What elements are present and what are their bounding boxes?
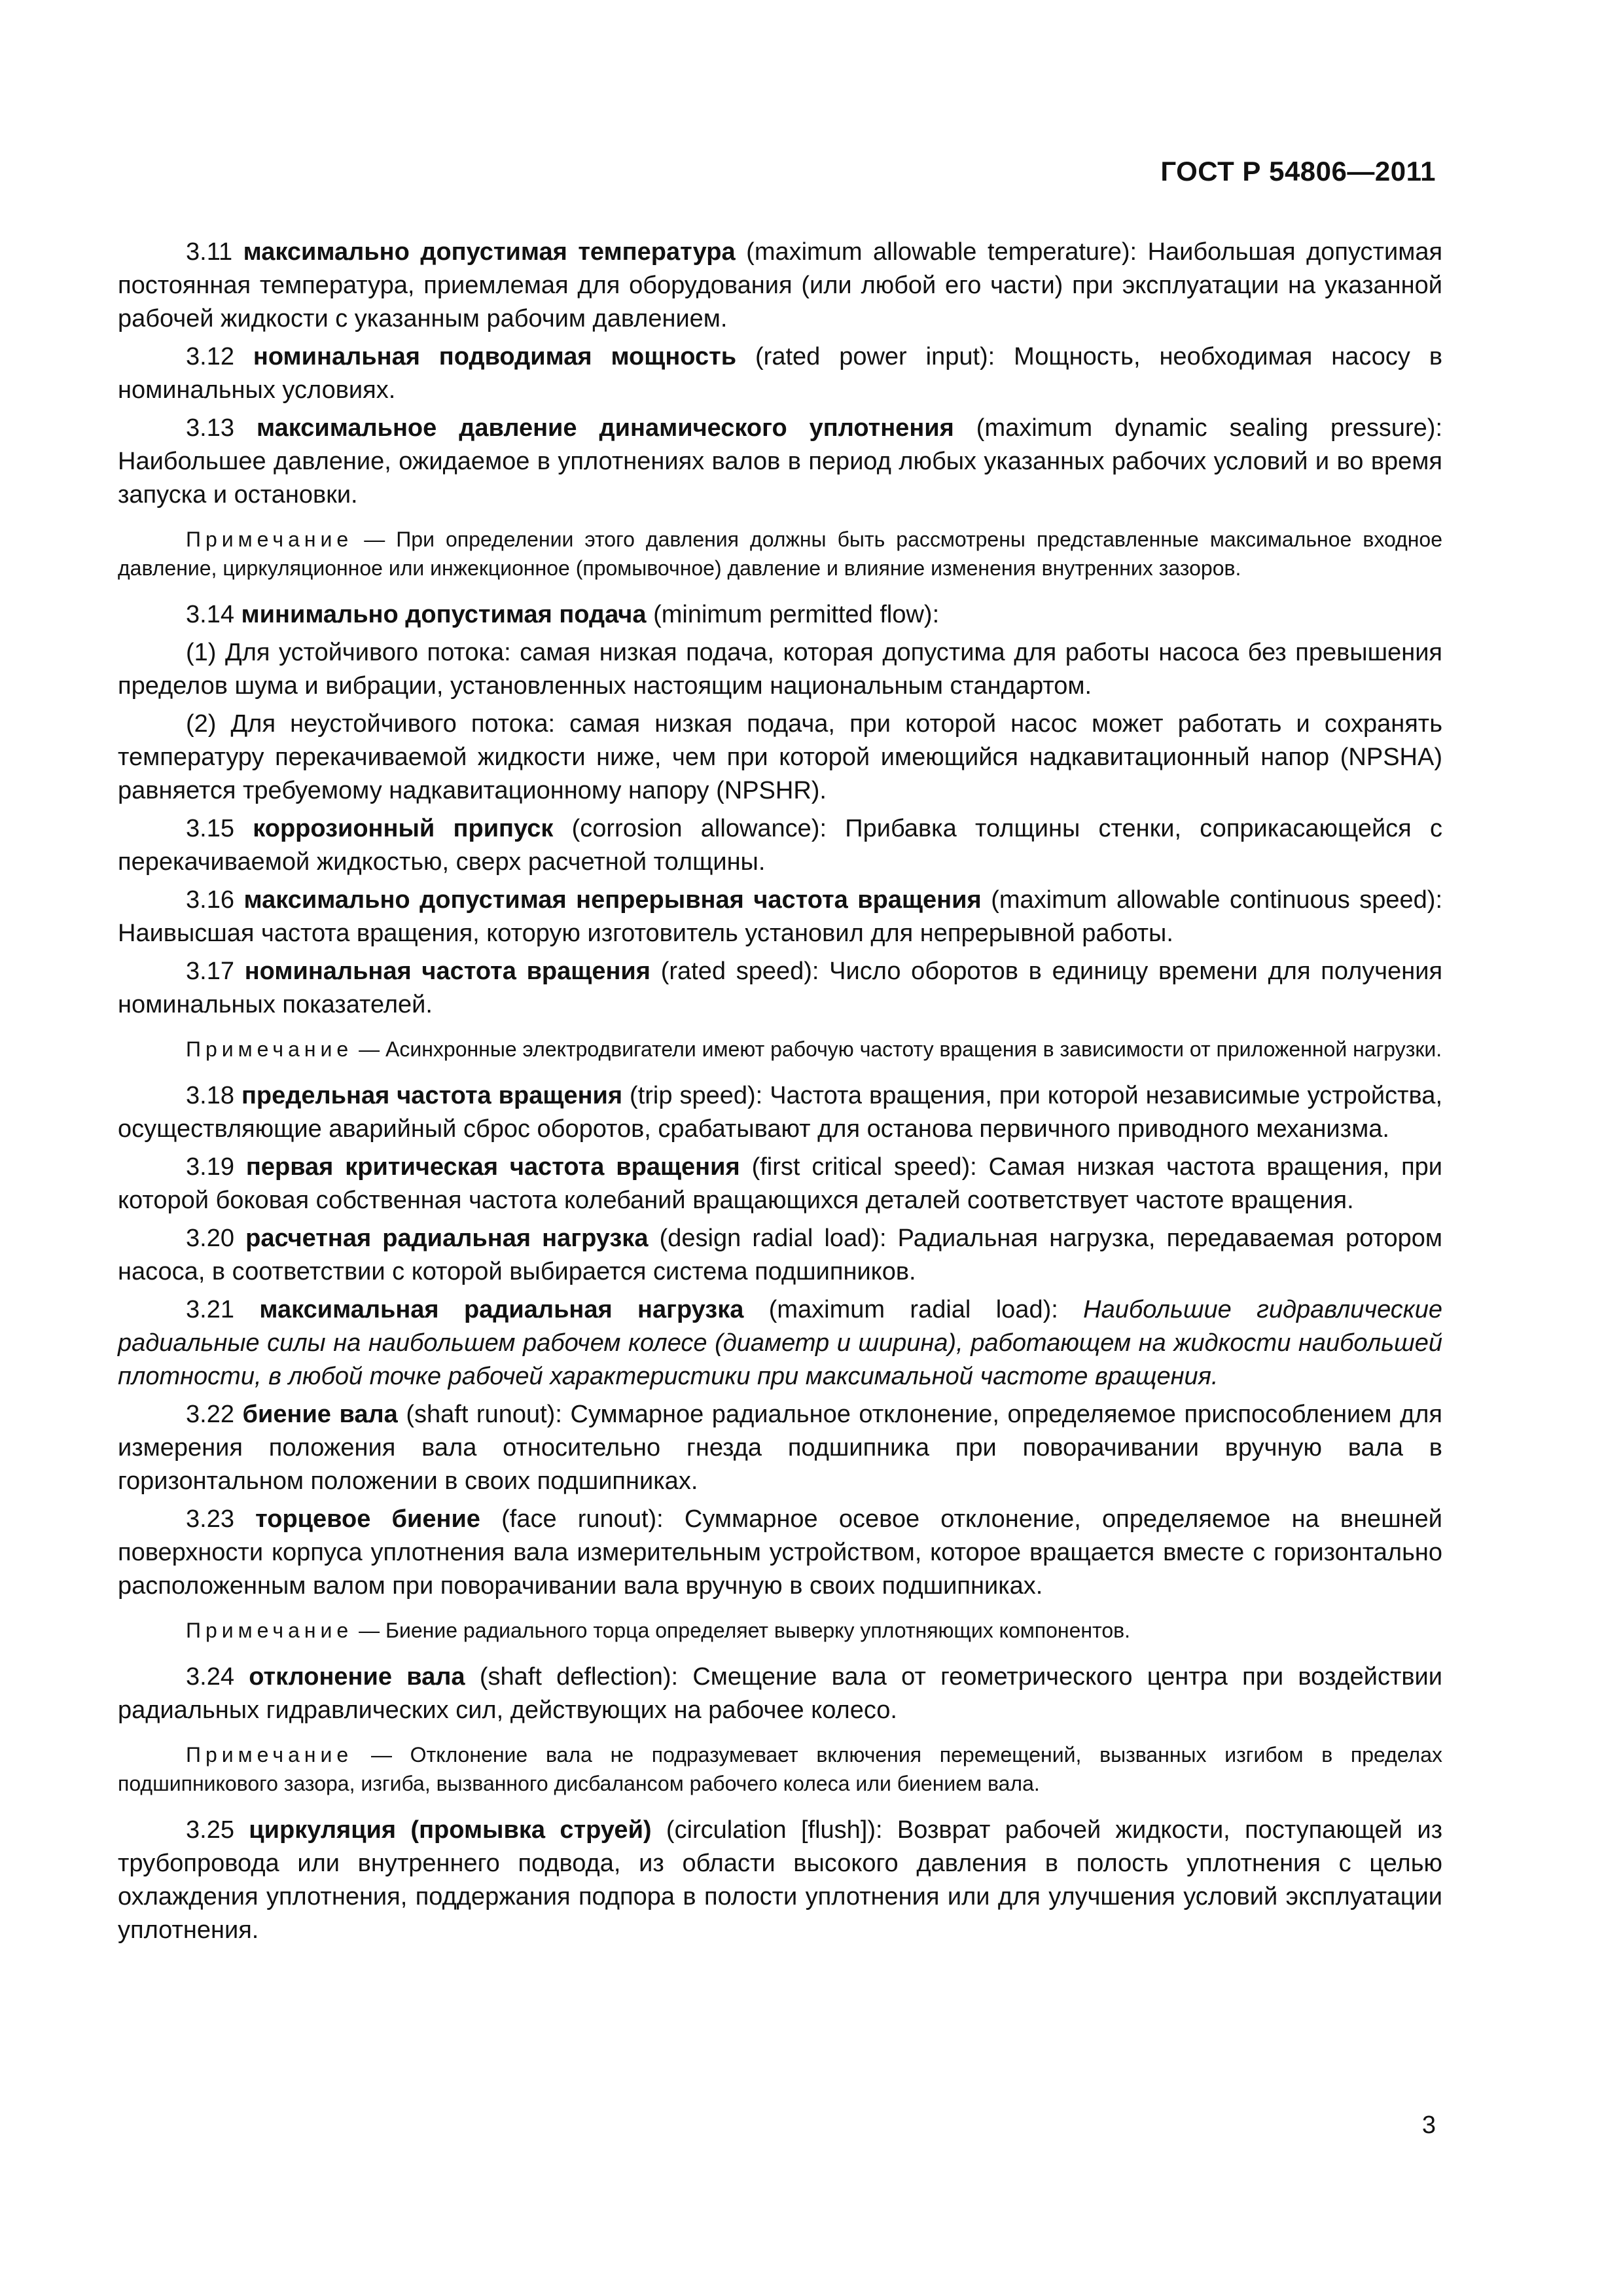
page-number: 3 [1421, 2111, 1436, 2139]
term-number: 3.20 [186, 1225, 234, 1252]
term-definition-text: Суммарное радиальное отклонение, определяемое приспособлением для измерения положения вала относительно гнезда подшипника при поворачивании вручную вала в горизонтальном положении в своих подшипниках. [118, 1401, 1443, 1495]
term-definition-text: Наивысшая частота вращения, которую изготовитель установил для непрерывной работы. [118, 920, 1173, 947]
term-name: циркуляция (промывка струей) [249, 1816, 652, 1844]
term-name: расчетная радиальная нагрузка [245, 1225, 649, 1252]
term-definition [118, 412, 1442, 512]
note-label: Примечание [186, 1037, 353, 1061]
term-number: 3.16 [186, 886, 234, 914]
term-definition [118, 1151, 1442, 1217]
term-english: (rated power input): [755, 343, 995, 370]
sub-paragraph: (1) Для устойчивого потока: самая низкая подача, которая допустима для работы насоса без превышения пределов шума и вибрации, установленных настоящим национальным стандартом. [118, 639, 1442, 700]
term-definition [118, 955, 1442, 1022]
term-definition [118, 1222, 1442, 1289]
term-name: минимально допустимая подача [241, 601, 647, 628]
term-name: торцевое биение [255, 1505, 480, 1533]
note [118, 1035, 1442, 1064]
term-definition-text: Наибольшие гидравлические радиальные силы на наибольшем рабочем колесе (диаметр и ширина), работающем на жидкости наибольшей плотности, в любой точке рабочей характеристики при максимальной частоте вращения. [118, 1296, 1443, 1390]
term-number: 3.21 [186, 1296, 234, 1323]
note [118, 525, 1442, 583]
note-label: Примечание [186, 1743, 353, 1767]
term-definition-text: Число оборотов в единицу времени для получения номинальных показателей. [118, 958, 1443, 1018]
term-name: номинальная частота вращения [244, 958, 651, 985]
term-definition-text: Наибольшая допустимая постоянная температура, приемлемая для оборудования (или любой его части) при эксплуатации на указанной рабочей жидкости с указанным рабочим давлением. [118, 238, 1443, 332]
term-definition-text: Частота вращения, при которой независимые устройства, осуществляющие аварийный сброс оборотов, срабатывают для останова первичного приводного механизма. [118, 1082, 1442, 1143]
term-number: 3.14 [186, 601, 234, 628]
term-definition [118, 812, 1442, 879]
term-english: (rated speed): [660, 958, 819, 985]
term-name: номинальная подводимая мощность [253, 343, 737, 370]
term-number: 3.24 [186, 1663, 234, 1691]
term-definition [118, 1660, 1442, 1727]
term-number: 3.25 [186, 1816, 234, 1844]
term-english: (circulation [flush]): [666, 1816, 883, 1844]
note-text: — Отклонение вала не подразумевает включения перемещений, вызванных изгибом в пределах подшипникового зазора, изгиба, вызванного дисбалансом рабочего колеса или биением вала. [118, 1743, 1443, 1795]
term-definition [118, 1293, 1442, 1393]
term-english: (maximum allowable continuous speed): [991, 886, 1443, 914]
term-definition [118, 598, 1442, 632]
term-definition [118, 1503, 1442, 1603]
term-definition-text: Самая низкая частота вращения, при которой боковая собственная частота колебаний вращающихся деталей соответствует частоте вращения. [118, 1153, 1443, 1214]
term-english: (maximum dynamic sealing pressure): [976, 414, 1443, 442]
note-label: Примечание [186, 1619, 353, 1642]
term-number: 3.23 [186, 1505, 234, 1533]
term-number: 3.12 [186, 343, 234, 370]
term-definition [118, 1079, 1442, 1146]
term-number: 3.18 [186, 1082, 234, 1109]
term-number: 3.19 [186, 1153, 234, 1181]
term-name: коррозионный припуск [253, 815, 554, 842]
term-definition-text: Возврат рабочей жидкости, поступающей из трубопровода или внутреннего подвода, из области высокого давления в полость уплотнения с целью охлаждения уплотнения, поддержания подпора в полости уплотнения или для улучшения условий эксплуатации уплотнения. [118, 1816, 1442, 1944]
term-definition [118, 1814, 1442, 1947]
term-english: (shaft runout): [406, 1401, 562, 1428]
term-english: (trip speed): [630, 1082, 763, 1109]
term-english: (minimum permitted flow): [653, 601, 940, 628]
term-number: 3.15 [186, 815, 234, 842]
term-name: первая критическая частота вращения [245, 1153, 740, 1181]
term-definition-text: Мощность, необходимая насосу в номинальных условиях. [118, 343, 1443, 404]
term-name: максимальная радиальная нагрузка [259, 1296, 744, 1323]
term-name: отклонение вала [249, 1663, 465, 1691]
term-name: биение вала [242, 1401, 398, 1428]
term-definition-text: Радиальная нагрузка, передаваемая ротором насоса, в соответствии с которой выбирается система подшипников. [118, 1225, 1442, 1285]
term-english: (corrosion allowance): [571, 815, 827, 842]
term-english: (shaft deflection): [479, 1663, 679, 1691]
note [118, 1616, 1442, 1645]
note [118, 1740, 1442, 1798]
term-definition [118, 884, 1442, 950]
note-text: — Биение радиального торца определяет выверку уплотняющих компонентов. [359, 1619, 1131, 1642]
term-definition [118, 1398, 1442, 1498]
term-number: 3.22 [186, 1401, 234, 1428]
term-number: 3.11 [186, 238, 233, 266]
term-english: (maximum allowable temperature): [746, 238, 1137, 266]
term-english: (face runout): [501, 1505, 664, 1533]
term-name: максимально допустимая температура [243, 238, 736, 266]
term-english: (design radial load): [659, 1225, 887, 1252]
note-label: Примечание [186, 528, 353, 551]
term-name: максимально допустимая непрерывная частота вращения [243, 886, 982, 914]
term-definition [118, 236, 1442, 336]
term-definition-text: Смещение вала от геометрического центра при воздействии радиальных гидравлических сил, действующих на рабочее колесо. [118, 1663, 1443, 1724]
term-name: максимальное давление динамического уплотнения [256, 414, 954, 442]
term-definition [118, 340, 1442, 407]
term-definition-text: Суммарное осевое отклонение, определяемое на внешней поверхности корпуса уплотнения вала измерительным устройством, которое вращается вместе с горизонтально расположенным валом при поворачивании вала вручную в своих подшипниках. [118, 1505, 1443, 1600]
term-number: 3.13 [186, 414, 234, 442]
term-definition-text: Прибавка толщины стенки, соприкасающейся с перекачиваемой жидкостью, сверх расчетной толщины. [118, 815, 1443, 876]
document-header: ГОСТ Р 54806—2011 [1160, 156, 1436, 187]
term-name: предельная частота вращения [241, 1082, 623, 1109]
note-text: — Асинхронные электродвигатели имеют рабочую частоту вращения в зависимости от приложенной нагрузки. [359, 1037, 1442, 1061]
note-text: — При определении этого давления должны быть рассмотрены представленные максимальное входное давление, циркуляционное или инжекционное (промывочное) давление и влияние изменения внутренних зазоров. [118, 528, 1443, 580]
term-definition-text: Наибольшее давление, ожидаемое в уплотнениях валов в период любых указанных рабочих условий и во время запуска и остановки. [118, 448, 1442, 509]
term-number: 3.17 [186, 958, 234, 985]
term-english: (maximum radial load): [768, 1296, 1058, 1323]
term-english: (first critical speed): [751, 1153, 977, 1181]
sub-paragraph: (2) Для неустойчивого потока: самая низкая подача, при которой насос может работать и сохранять температуру перекачиваемой жидкости ниже, чем при которой имеющийся надкавитационный напор (NPSHA) равняется требуемому надкавитационному напору (NPSHR). [118, 710, 1442, 804]
document-body [118, 236, 1442, 1952]
